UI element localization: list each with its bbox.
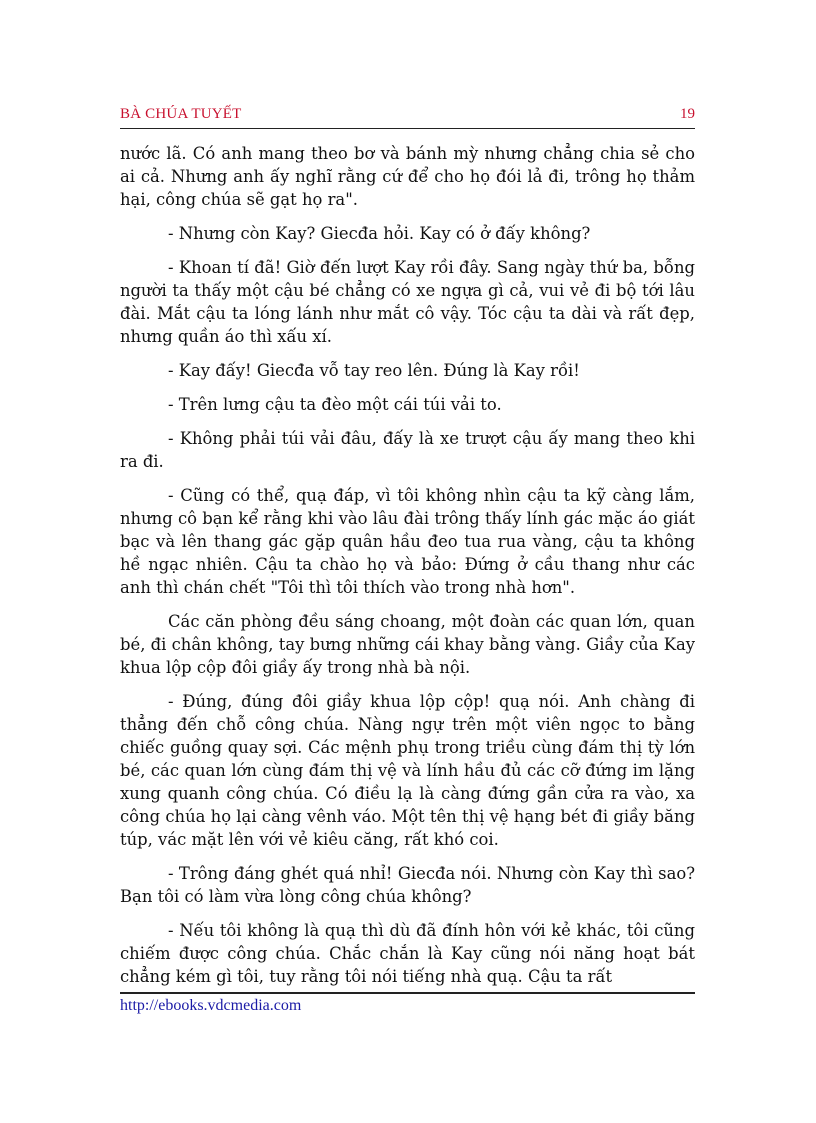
paragraph: - Kay đấy! Giecđa vỗ tay reo lên. Đúng là Kay rồi! (168, 361, 580, 380)
footer-link[interactable]: http://ebooks.vdcmedia.com (120, 997, 302, 1014)
page-header (120, 104, 695, 129)
paragraph-continuation: nước lã. Có anh mang theo bơ và bánh mỳ nhưng chẳng chia sẻ cho ai cả. Nhưng anh ấy nghĩ rằng cứ để cho họ đói lả đi, trông họ thảm hại, công chúa sẽ gạt họ ra". (120, 144, 695, 209)
page-body (120, 142, 695, 999)
page-number: 19 (680, 106, 695, 122)
paragraph: - Không phải túi vải đâu, đấy là xe trượt cậu ấy mang theo khi ra đi. (120, 429, 695, 471)
footer-divider (120, 992, 695, 994)
paragraph: - Nếu tôi không là quạ thì dù đã đính hôn với kẻ khác, tôi cũng chiếm được công chúa. Chắc chắn là Kay cũng nói năng hoạt bát chẳng kém gì tôi, tuy rằng tôi nói tiếng nhà quạ. Cậu ta rất (120, 921, 695, 986)
paragraph: - Trông đáng ghét quá nhỉ! Giecđa nói. Nhưng còn Kay thì sao? Bạn tôi có làm vừa lòng công chúa không? (120, 864, 695, 906)
paragraph: Các căn phòng đều sáng choang, một đoàn các quan lớn, quan bé, đi chân không, tay bưng những cái khay bằng vàng. Giầy của Kay khua lộp cộp đôi giầy ấy trong nhà bà nội. (120, 612, 695, 677)
paragraph: - Đúng, đúng đôi giầy khua lộp cộp! quạ nói. Anh chàng đi thẳng đến chỗ công chúa. Nàng ngự trên một viên ngọc to bằng chiếc guồng quay sợi. Các mệnh phụ trong triều cùng đám thị tỳ lớn bé, các quan lớn cùng đám thị vệ và lính hầu đủ các cỡ đứng im lặng xung quanh công chúa. Có điều lạ là càng đứng gần cửa ra vào, xa công chúa họ lại càng vênh váo. Một tên thị vệ hạng bét đi giầy băng túp, vác mặt lên với vẻ kiêu căng, rất khó coi. (120, 692, 695, 849)
paragraph: - Nhưng còn Kay? Giecđa hỏi. Kay có ở đấy không? (168, 224, 591, 243)
paragraph: - Trên lưng cậu ta đèo một cái túi vải to. (168, 395, 502, 414)
paragraph: - Khoan tí đã! Giờ đến lượt Kay rồi đây. Sang ngày thứ ba, bỗng người ta thấy một cậu bé chẳng có xe ngựa gì cả, vui vẻ đi bộ tới lâu đài. Mắt cậu ta lóng lánh như mắt cô vậy. Tóc cậu ta dài và rất đẹp, nhưng quần áo thì xấu xí. (120, 258, 695, 346)
paragraph: - Cũng có thể, quạ đáp, vì tôi không nhìn cậu ta kỹ càng lắm, nhưng cô bạn kể rằng khi vào lâu đài trông thấy lính gác mặc áo giát bạc và lên thang gác gặp quân hầu đeo tua rua vàng, cậu ta không hề ngạc nhiên. Cậu ta chào họ và bảo: Đứng ở cầu thang như các anh thì chán chết "Tôi thì tôi thích vào trong nhà hơn". (120, 486, 695, 597)
book-title: BÀ CHÚA TUYẾT (120, 106, 242, 122)
